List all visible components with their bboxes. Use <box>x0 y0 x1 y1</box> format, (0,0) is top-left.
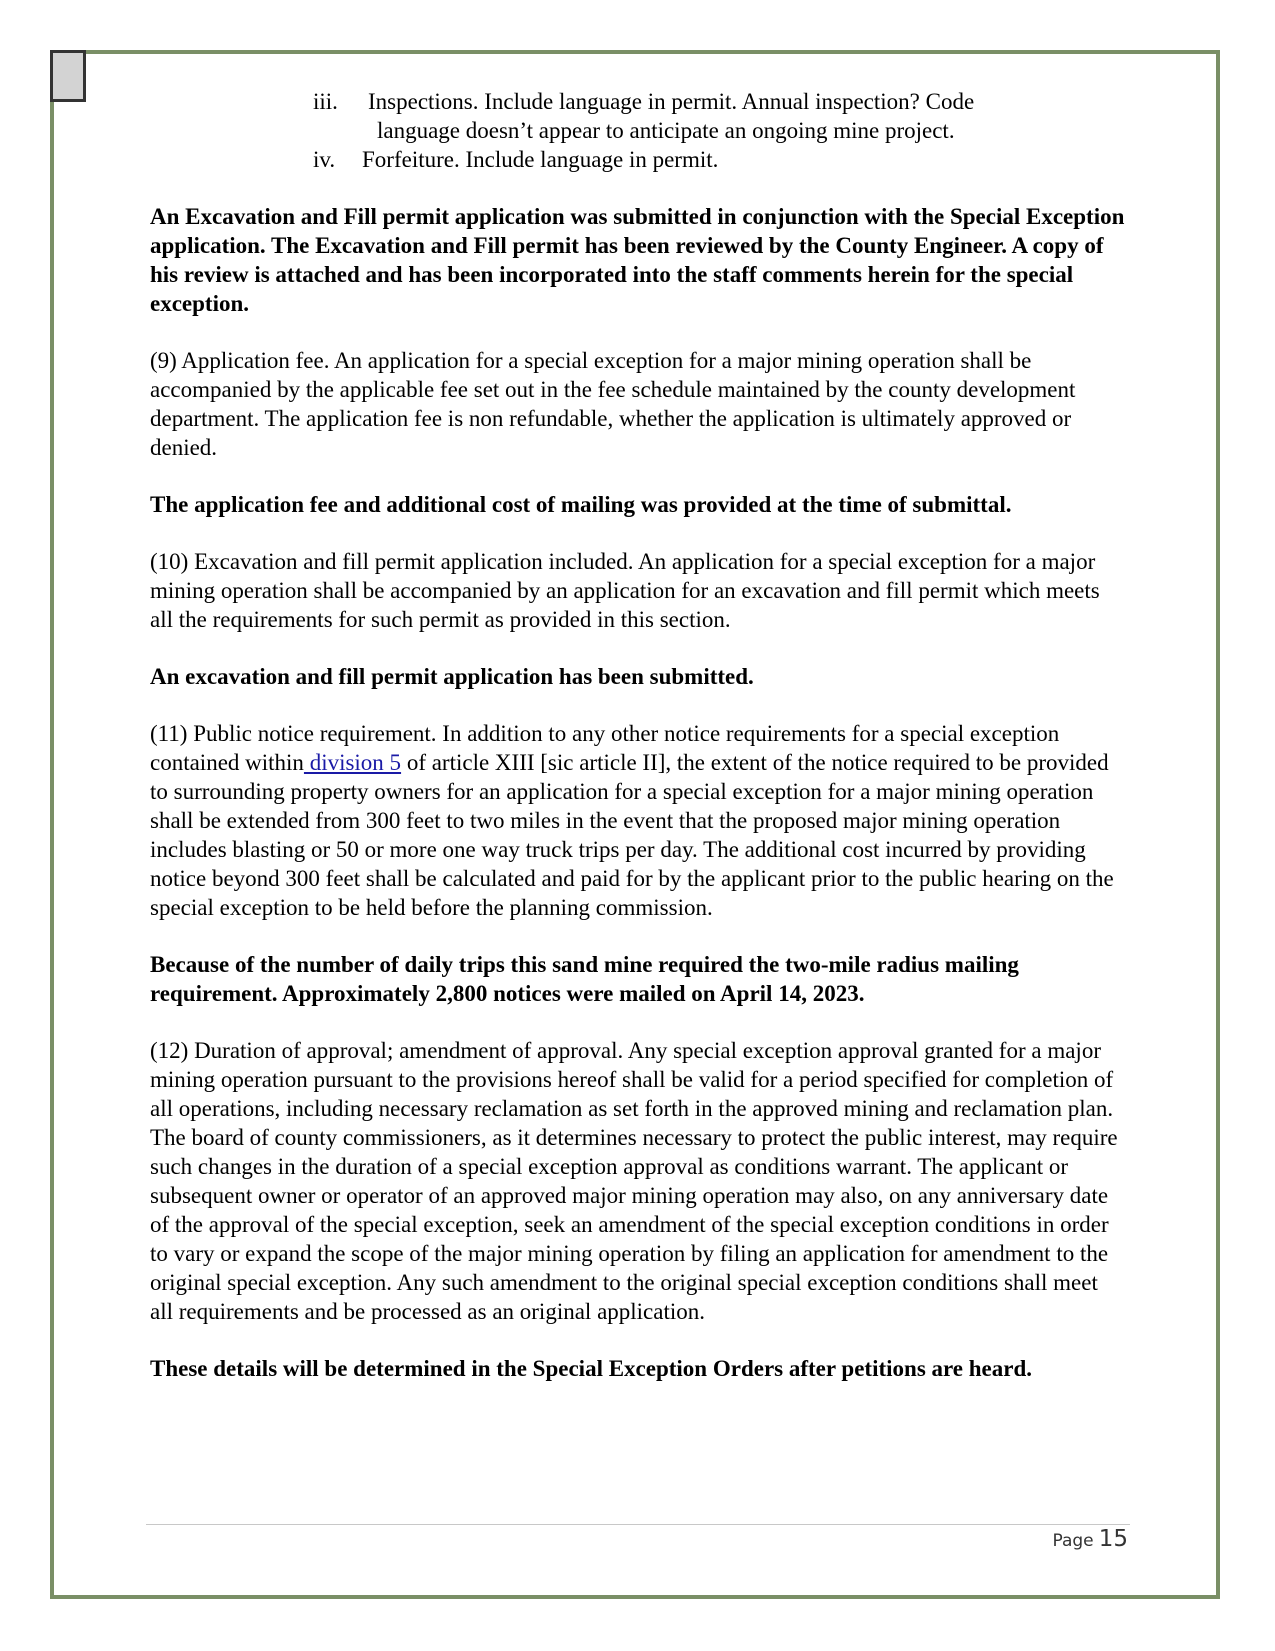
section-12-comment: These details will be determined in the Special Exception Orders after petitions are heard. <box>150 1356 1033 1381</box>
list-item-text: Forfeiture. Include language in permit. <box>362 147 719 172</box>
list-number: iii. <box>313 89 338 114</box>
page-label: Page <box>1052 1531 1094 1551</box>
division-5-link[interactable]: division 5 <box>303 750 402 775</box>
section-11-text-after: of article XIII [sic article II], the extent of the notice required to be provided to surrounding property owners for an application for a special exception for a major mining operation shall be extended from 300 feet to two miles in the event that the proposed major mining operation includes blasting or 50 or more one way truck trips per day. The additional cost incurred by providing notice beyond 300 feet shall be calculated and paid for by the applicant prior to the public hearing on the special exception to be held before the planning commission. <box>150 750 1114 920</box>
page-number: 15 <box>1098 1526 1128 1552</box>
section-9-application-fee: (9) Application fee. An application for a special exception for a major mining operation shall be accompanied by the applicable fee set out in the fee schedule maintained by the county development department. The application fee is non refundable, whether the application is ultimately approved or denied. <box>150 348 1076 460</box>
page-footer <box>1052 1526 1128 1552</box>
section-11-comment: Because of the number of daily trips this sand mine required the two-mile radius mailing requirement. Approximately 2,800 notices were mailed on April 14, 2023. <box>150 952 1019 1006</box>
section-10-comment: An excavation and fill permit application has been submitted. <box>150 664 754 689</box>
list-item-iii <box>150 87 1125 116</box>
document-body <box>150 87 1125 1383</box>
list-item-iv <box>150 145 1125 174</box>
section-11-text-before: (11) Public notice requirement. In addition to any other notice requirements for a special exception contained within <box>150 721 1060 775</box>
list-item-text: Inspections. Include language in permit. Annual inspection? Code <box>368 89 975 114</box>
corner-box <box>50 50 86 102</box>
list-item-continuation: language doesn’t appear to anticipate an ongoing mine project. <box>377 118 955 143</box>
section-10-excavation-permit: (10) Excavation and fill permit application included. An application for a special exception for a major mining operation shall be accompanied by an application for an excavation and fill permit which meets all the requirements for such permit as provided in this section. <box>150 549 1100 632</box>
section-9-comment: The application fee and additional cost of mailing was provided at the time of submittal. <box>150 492 1012 517</box>
list-number: iv. <box>313 147 336 172</box>
section-12-duration: (12) Duration of approval; amendment of approval. Any special exception approval granted for a major mining operation pursuant to the provisions hereof shall be valid for a period specified for completion of all operations, including necessary reclamation as set forth in the approved mining and reclamation plan. The board of county commissioners, as it determines necessary to protect the public interest, may require such changes in the duration of a special exception approval as conditions warrant. The applicant or subsequent owner or operator of an approved major mining operation may also, on any anniversary date of the approval of the special exception, seek an amendment of the special exception conditions in order to vary or expand the scope of the major mining operation by filing an application for amendment to the original special exception. Any such amendment to the original special exception conditions shall meet all requirements and be processed as an original application. <box>150 1038 1118 1324</box>
section-11-public-notice <box>150 719 1125 922</box>
excavation-permit-comment: An Excavation and Fill permit application was submitted in conjunction with the Special Exception application. The Excavation and Fill permit has been reviewed by the County Engineer. A copy of his review is attached and has been incorporated into the staff comments herein for the special exception. <box>150 204 1125 316</box>
footer-rule <box>146 1524 1130 1525</box>
